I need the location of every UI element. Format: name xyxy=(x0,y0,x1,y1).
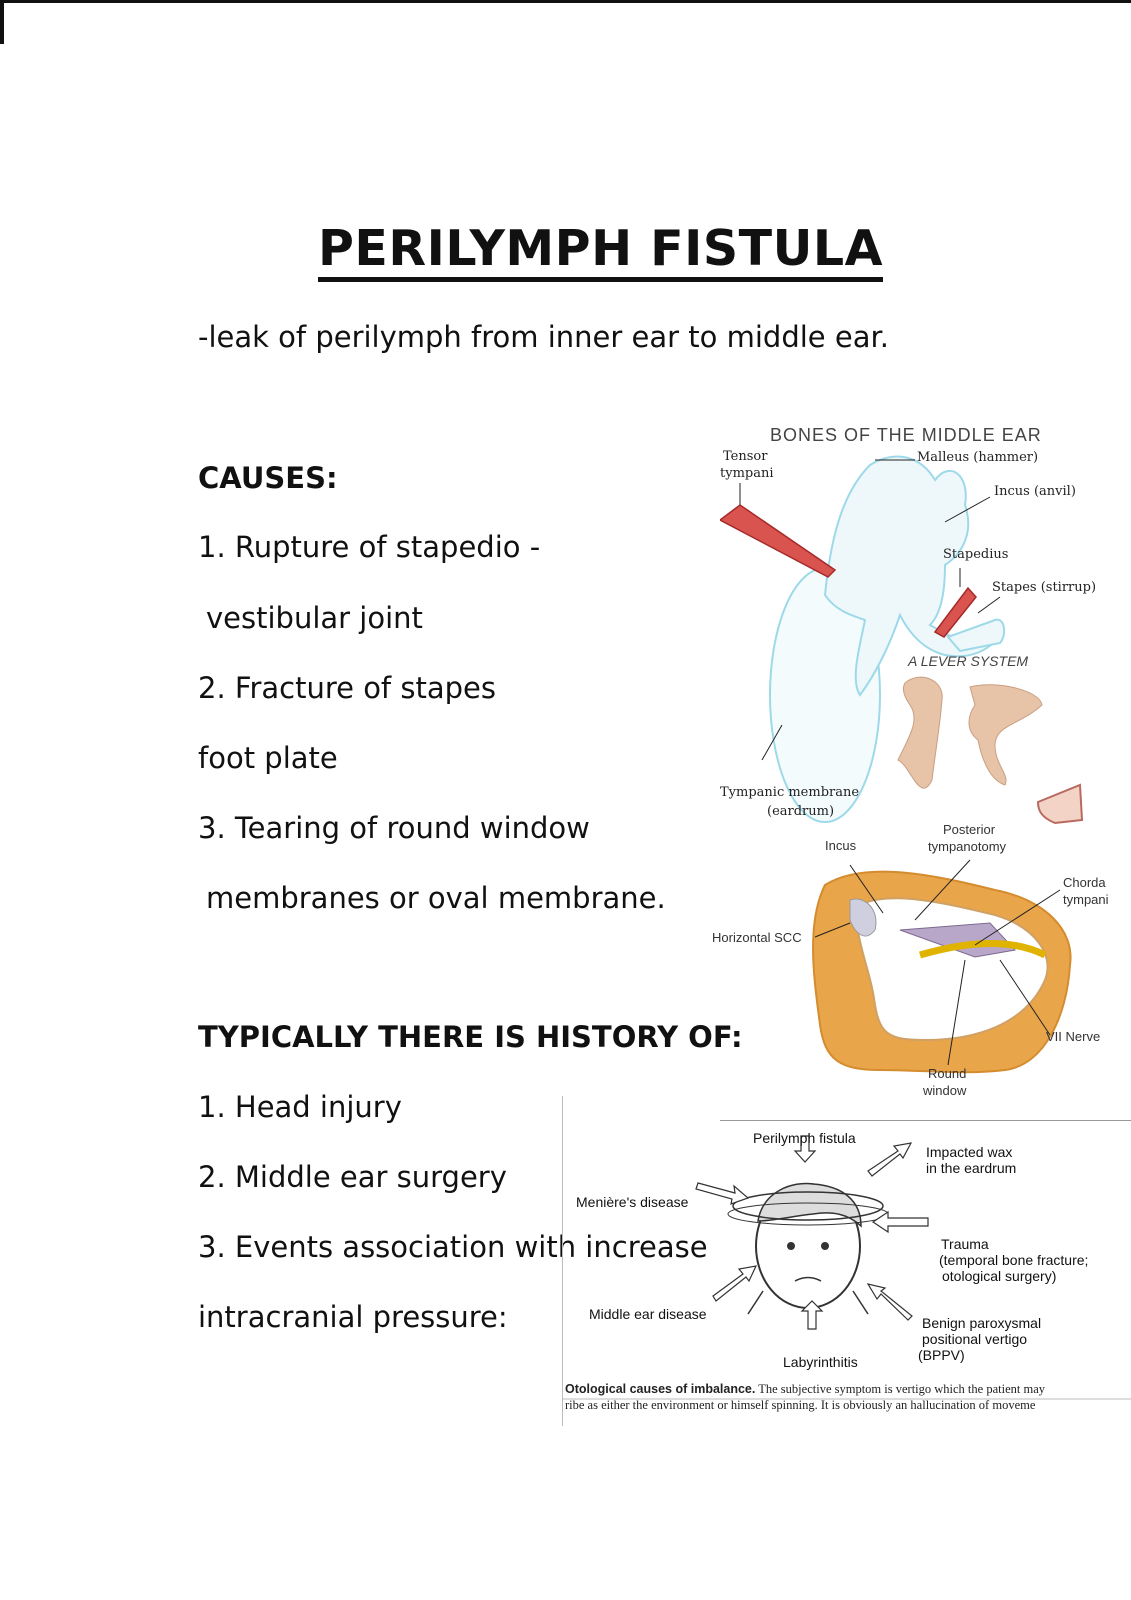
impacted-label-1: Impacted wax xyxy=(926,1144,1013,1160)
stapes-label: Stapes (stirrup) xyxy=(992,580,1097,595)
bppv-label-1: Benign paroxysmal xyxy=(922,1315,1042,1331)
arrow-bppv xyxy=(868,1284,912,1320)
incus-photo xyxy=(969,685,1042,785)
trauma-label-3: otological surgery) xyxy=(942,1268,1057,1284)
left-eye xyxy=(787,1242,795,1250)
definition: -leak of perilymph from inner ear to middle ear. xyxy=(198,320,889,354)
bones-figure xyxy=(720,425,1131,845)
middle-ear-label: Middle ear disease xyxy=(589,1306,707,1322)
trauma-label-2: (temporal bone fracture; xyxy=(939,1252,1089,1268)
arrow-middle-ear xyxy=(713,1266,756,1301)
chorda-tympani-label: tympani xyxy=(1063,892,1109,907)
top-border xyxy=(0,0,1131,3)
tensor-muscle xyxy=(720,505,835,577)
figure-caption-line2: ribe as either the environment or himself spinning. It is obviously an hallucination of moveme xyxy=(565,1398,1036,1412)
corner-mark xyxy=(0,0,4,44)
causes-heading: CAUSES: xyxy=(198,461,338,495)
trauma-label-1: Trauma xyxy=(941,1236,989,1252)
tympanotomy-label: tympanotomy xyxy=(928,839,1007,854)
incus-label: Incus xyxy=(825,838,857,853)
cause-line: membranes or oval membrane. xyxy=(206,881,666,915)
history-line: intracranial pressure: xyxy=(198,1300,508,1334)
chorda-label: Chorda xyxy=(1063,875,1106,890)
history-line: 1. Head injury xyxy=(198,1090,402,1124)
stapes-photo xyxy=(1038,785,1082,823)
tympanic-label: Tympanic membrane xyxy=(720,785,860,800)
cause-line: vestibular joint xyxy=(206,601,423,635)
malleus-label: Malleus (hammer) xyxy=(917,450,1039,465)
posterior-label: Posterior xyxy=(943,822,996,837)
cause-line: foot plate xyxy=(198,741,338,775)
window-label: window xyxy=(923,1083,967,1098)
incus-label: Incus (anvil) xyxy=(994,484,1076,499)
lever-label: A LEVER SYSTEM xyxy=(908,653,1029,669)
malleus-photo xyxy=(898,677,942,788)
caption-bold: Otological causes of imbalance. xyxy=(565,1382,756,1396)
history-line: 3. Events association with increase xyxy=(198,1230,708,1264)
figure-caption xyxy=(565,1382,1045,1397)
stapes-pointer xyxy=(978,597,1000,613)
bppv-label-2: positional vertigo xyxy=(922,1331,1028,1347)
tympani-label: tympani xyxy=(720,466,774,481)
labyrinthitis-label: Labyrinthitis xyxy=(783,1354,858,1370)
cause-line: 3. Tearing of round window xyxy=(198,811,590,845)
vii-nerve-label: VII Nerve xyxy=(1046,1029,1101,1044)
bppv-label-3: (BPPV) xyxy=(918,1347,965,1363)
horizontal-scc-label: Horizontal SCC xyxy=(712,930,802,945)
arrow-trauma xyxy=(873,1212,928,1232)
tensor-label: Tensor xyxy=(723,449,768,464)
arrow-menieres xyxy=(696,1183,748,1204)
surgery-figure xyxy=(712,822,1131,1115)
imbalance-figure xyxy=(562,1096,1131,1426)
perilymph-label: Perilymph fistula xyxy=(753,1130,856,1146)
history-heading: TYPICALLY THERE IS HISTORY OF: xyxy=(198,1020,743,1054)
caption-rest: The subjective symptom is vertigo which the patient may xyxy=(758,1382,1045,1396)
stapedius-label: Stapedius xyxy=(943,547,1009,562)
arrow-impacted xyxy=(868,1143,911,1176)
history-line: 2. Middle ear surgery xyxy=(198,1160,507,1194)
impacted-label-2: in the eardrum xyxy=(926,1160,1017,1176)
cause-line: 2. Fracture of stapes xyxy=(198,671,496,705)
eardrum-label: (eardrum) xyxy=(767,804,835,819)
stapes-shape xyxy=(948,620,1004,651)
round-label: Round xyxy=(928,1066,967,1081)
right-eye xyxy=(821,1242,829,1250)
bones-heading: BONES OF THE MIDDLE EAR xyxy=(770,425,1042,445)
menieres-label: Menière's disease xyxy=(576,1194,689,1210)
page-title: PERILYMPH FISTULA xyxy=(318,222,883,282)
cause-line: 1. Rupture of stapedio - xyxy=(198,530,541,564)
